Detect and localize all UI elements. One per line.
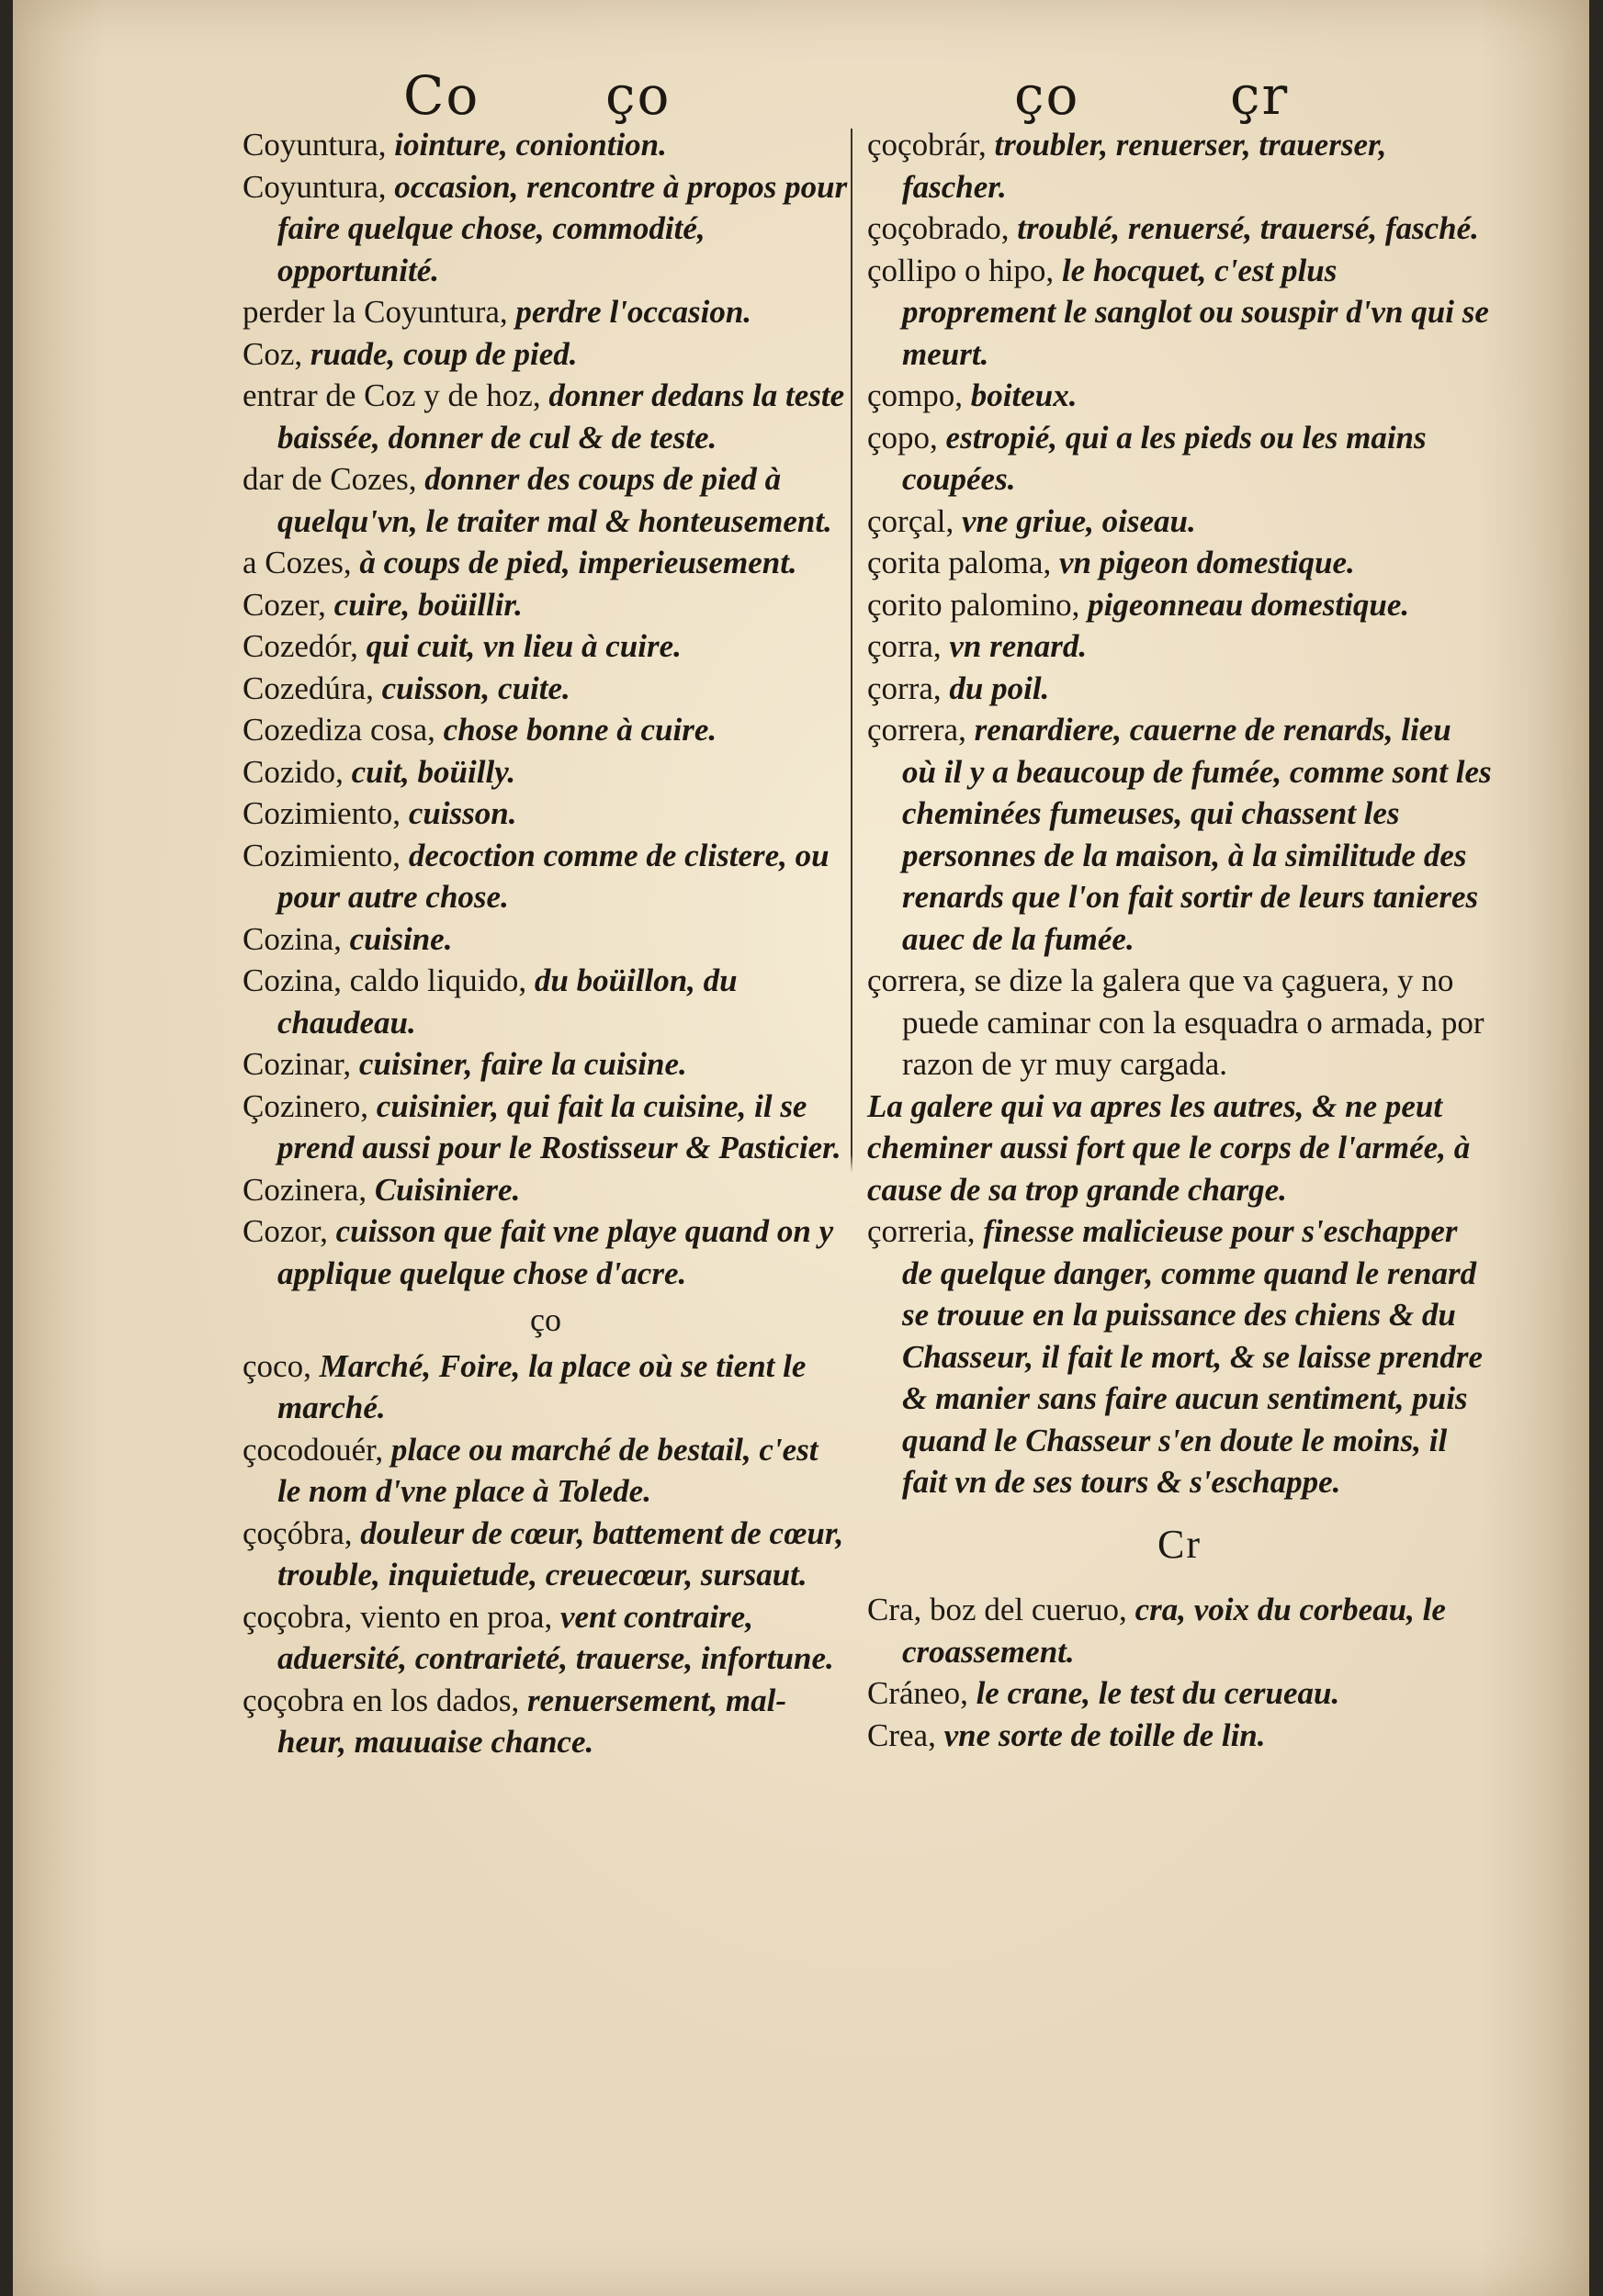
entry-translation: Marché, Foire, la place où se tient le marché. [277, 1347, 807, 1425]
dictionary-entry [867, 417, 1492, 501]
entry-headword: Cozina, [243, 920, 350, 957]
dictionary-entry [867, 375, 1492, 417]
entry-translation: cuit, boüilly. [351, 753, 516, 790]
entry-translation: cuisson, cuite. [381, 670, 570, 706]
entry-translation: place ou marché de bestail, c'est le nom d'vne place à Tolede. [277, 1431, 818, 1509]
dictionary-entry [243, 375, 849, 458]
entry-headword: Çozinero, [243, 1087, 377, 1124]
dictionary-entry [243, 793, 849, 835]
dictionary-entry [243, 124, 849, 166]
dictionary-entry [243, 835, 849, 918]
entry-headword: çorreria, [867, 1213, 984, 1249]
entry-headword: Cozor, [243, 1213, 336, 1249]
left-entry-list-2 [243, 1345, 849, 1763]
dictionary-entry [243, 960, 849, 1043]
dictionary-entry [867, 625, 1492, 668]
running-head-left-center: ço [605, 64, 672, 127]
dictionary-entry [243, 1169, 849, 1211]
entry-headword: perder la Coyuntura, [243, 294, 516, 330]
dictionary-entry [243, 709, 849, 751]
entry-translation: du poil. [949, 670, 1050, 706]
entry-headword: dar de Cozes, [243, 461, 425, 497]
entry-headword: Cráneo, [867, 1675, 976, 1711]
entry-headword: çorita paloma, [867, 545, 1059, 580]
dictionary-entry [867, 124, 1492, 208]
left-entry-list [243, 124, 849, 1294]
entry-translation: pigeonneau domestique. [1088, 586, 1410, 623]
entry-headword: Coyuntura, [243, 127, 395, 163]
entry-headword: çoçobra, viento en proa, [243, 1598, 560, 1635]
entry-headword: çorçal, [867, 502, 962, 539]
entry-translation: decoction comme de clistere, ou pour autre chose. [277, 837, 830, 915]
entry-headword: Crea, [867, 1716, 944, 1753]
dictionary-entry [243, 918, 849, 961]
entry-headword: Cozediza cosa, [243, 712, 444, 748]
dictionary-entry [867, 960, 1492, 1086]
dictionary-entry [867, 250, 1492, 376]
entry-translation: le hocquet, c'est plus proprement le sanglot ou souspir d'vn qui se meurt. [902, 252, 1489, 372]
dictionary-entry [243, 1680, 849, 1763]
entry-translation: vent contraire, aduersité, contrarieté, trauerse, infortune. [277, 1598, 834, 1676]
entry-translation: iointure, coniontion. [394, 127, 667, 163]
entry-headword: entrar de Coz y de hoz, [243, 377, 549, 413]
entry-translation: donner des coups de pied à quelqu'vn, le traiter mal & honteusement. [277, 461, 832, 539]
entry-translation: le crane, le test du cerueau. [976, 1675, 1340, 1711]
entry-headword: Cra, boz del cueruo, [867, 1592, 1135, 1627]
entry-translation: cra, voix du corbeau, le croassement. [902, 1592, 1446, 1670]
entry-translation: vn pigeon domestique. [1058, 545, 1355, 580]
dictionary-entry [867, 1086, 1492, 1211]
running-head-right: çr [1230, 64, 1290, 127]
entry-translation: ruade, coup de pied. [310, 335, 578, 372]
entry-translation: vn renard. [949, 628, 1088, 664]
right-entry-list [867, 124, 1492, 1503]
entry-headword: Cozimiento, [243, 795, 409, 831]
dictionary-entry [867, 668, 1492, 710]
entry-translation: vne griue, oiseau. [961, 502, 1196, 539]
dictionary-entry [243, 625, 849, 668]
entry-translation: chose bonne à cuire. [443, 712, 717, 748]
entry-headword: Coyuntura, [243, 168, 395, 205]
entry-headword: a Cozes, [243, 545, 360, 580]
dictionary-entry [867, 542, 1492, 584]
entry-headword: çoçobrado, [867, 210, 1018, 246]
running-head-right-center: ço [1014, 64, 1080, 127]
entry-headword: Coz, [243, 335, 310, 372]
column-divider [851, 129, 852, 1993]
entry-headword: çoçobrár, [867, 127, 995, 163]
entry-headword: çorrera, se dize la galera que va çaguera, y no puede caminar con la esquadra o armada, por razon de yr muy cargada. [867, 962, 1484, 1082]
dictionary-entry [243, 1043, 849, 1086]
dictionary-entry [243, 1596, 849, 1680]
entry-headword: Cozinar, [243, 1046, 359, 1082]
entry-headword: çoçobra en los dados, [243, 1682, 528, 1718]
right-entry-list-2 [867, 1589, 1492, 1756]
entry-headword: Cozimiento, [243, 837, 409, 873]
entry-translation: à coups de pied, imperieusement. [359, 545, 797, 580]
dictionary-entry [243, 291, 849, 333]
entry-headword: Cozedúra, [243, 670, 382, 706]
dictionary-page [13, 0, 1589, 2296]
dictionary-entry [243, 166, 849, 292]
entry-headword: çorra, [867, 670, 950, 706]
dictionary-entry [867, 584, 1492, 626]
entry-translation: qui cuit, vn lieu à cuire. [366, 628, 682, 664]
entry-translation: renardiere, cauerne de renards, lieu où il y a beaucoup de fumée, comme sont les cheminées fumeuses, qui chassent les personnes de la maison, à la similitude des renards que l'on fait sortir de leurs tanieres auec de la fumée. [902, 712, 1492, 957]
entry-headword: Cozer, [243, 586, 334, 623]
entry-translation: renuersement, mal-heur, mauuaise chance. [277, 1682, 786, 1760]
entry-translation: cuisson que fait vne playe quand on y applique quelque chose d'acre. [277, 1213, 834, 1291]
entry-translation: vne sorte de toille de lin. [943, 1716, 1266, 1753]
entry-translation: cuisiner, faire la cuisine. [358, 1046, 687, 1082]
dictionary-entry [243, 542, 849, 584]
entry-headword: Cozedór, [243, 628, 367, 664]
dictionary-entry [867, 1210, 1492, 1503]
dictionary-entry [243, 584, 849, 626]
entry-headword: çollipo o hipo, [867, 252, 1062, 288]
entry-translation: cuisson. [408, 795, 517, 831]
entry-headword: Cozido, [243, 753, 352, 790]
entry-translation: Cuisiniere. [374, 1171, 521, 1208]
entry-headword: çocodouér, [243, 1431, 391, 1468]
entry-headword: çoçóbra, [243, 1514, 361, 1551]
entry-translation: finesse malicieuse pour s'eschapper de quelque danger, comme quand le renard se trouue en la puissance des chiens & du Chasseur, il fait le mort, & se laisse prendre & manier sans faire aucun sentiment, puis quand le Chasseur s'en doute le moins, il fait vn de ses tours & s'eschappe. [902, 1213, 1483, 1500]
dictionary-entry [243, 751, 849, 793]
dictionary-entry [243, 458, 849, 542]
dictionary-entry [867, 501, 1492, 543]
entry-translation: douleur de cœur, battement de cœur, trouble, inquietude, creuecœur, sursaut. [277, 1514, 844, 1593]
section-subhead-cr: Cr [1157, 1521, 1202, 1567]
entry-headword: çompo, [867, 377, 971, 413]
entry-translation: occasion, rencontre à propos pour faire quelque chose, commodité, opportunité. [277, 168, 848, 288]
entry-headword: çorrera, [867, 712, 975, 748]
entry-translation: troublé, renuersé, trauersé, fasché. [1017, 210, 1479, 246]
section-subhead-co: ço [530, 1301, 561, 1338]
entry-translation: du boüillon, du chaudeau. [277, 962, 738, 1041]
dictionary-entry [867, 208, 1492, 250]
entry-headword: çorra, [867, 628, 950, 664]
dictionary-entry [243, 668, 849, 710]
entry-translation: estropié, qui a les pieds ou les mains coupées. [902, 419, 1427, 497]
entry-headword: Cozina, caldo liquido, [243, 962, 535, 998]
entry-headword: çopo, [867, 419, 946, 456]
entry-translation: cuisine. [349, 920, 453, 957]
entry-translation: perdre l'occasion. [515, 294, 752, 330]
dictionary-entry [243, 1513, 849, 1596]
entry-translation: donner dedans la teste baissée, donner de cul & de teste. [277, 377, 845, 456]
dictionary-entry [243, 333, 849, 376]
dictionary-entry [867, 1672, 1492, 1715]
dictionary-entry [867, 1715, 1492, 1757]
entry-translation: cuisinier, qui fait la cuisine, il se prend aussi pour le Rostisseur & Pasticier. [277, 1087, 841, 1165]
dictionary-entry [867, 709, 1492, 960]
entry-translation: boiteux. [970, 377, 1078, 413]
right-column [867, 124, 1492, 1756]
entry-headword: Cozinera, [243, 1171, 375, 1208]
entry-translation: troubler, renuerser, trauerser, fascher. [902, 127, 1387, 205]
running-head-left: Co [403, 64, 480, 127]
entry-translation: cuire, boüillir. [333, 586, 523, 623]
entry-headword: çorito palomino, [867, 586, 1089, 623]
dictionary-entry [243, 1345, 849, 1429]
entry-headword: çoco, [243, 1347, 320, 1384]
dictionary-entry [243, 1210, 849, 1294]
entry-translation: La galere qui va apres les autres, & ne peut cheminer aussi fort que le corps de l'armée, à cause de sa trop grande charge. [867, 1087, 1471, 1208]
left-column [243, 124, 849, 1763]
dictionary-entry [243, 1086, 849, 1169]
dictionary-entry [243, 1429, 849, 1513]
dictionary-entry [867, 1589, 1492, 1672]
